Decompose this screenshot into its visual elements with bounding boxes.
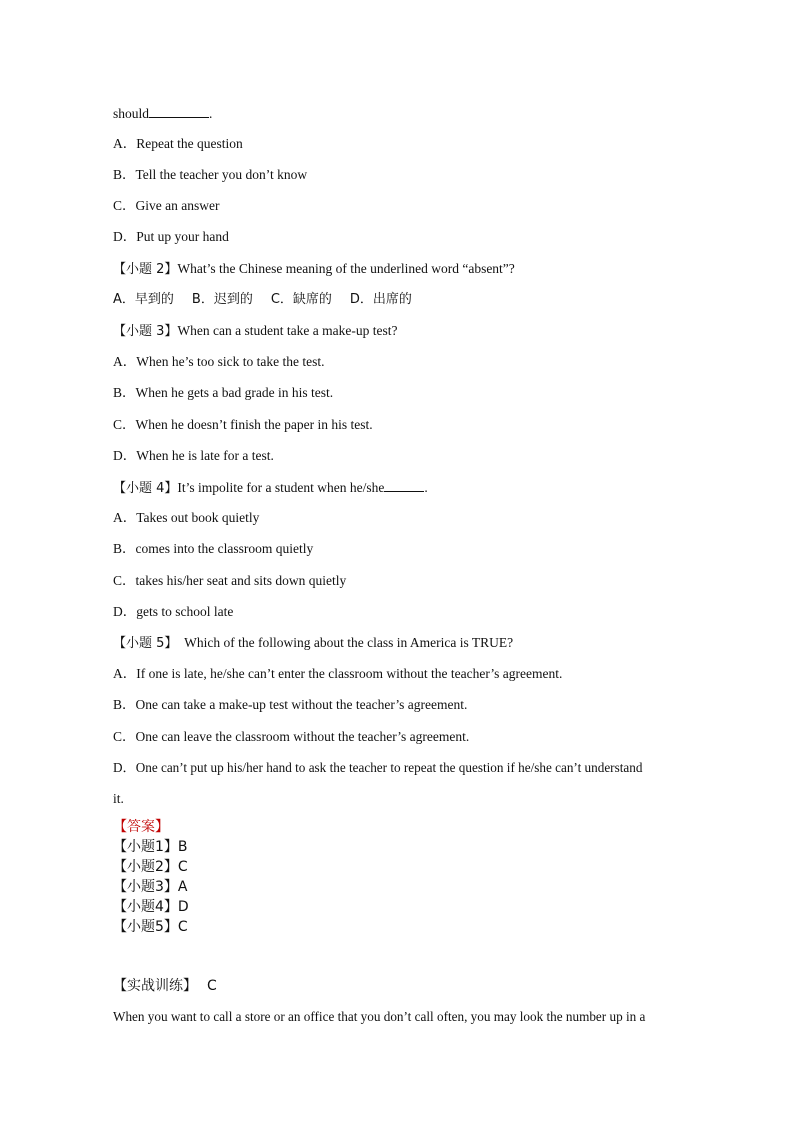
answer-item-3: 【小题3】A [113,879,188,895]
q4-option-a: A．Takes out book quietly [113,510,260,525]
answer-heading: 【答案】 [113,819,169,835]
q1-stem-text: should [113,106,150,121]
answer-item-4: 【小题4】D [113,899,189,915]
practice-heading [113,978,217,994]
q5-text: Which of the following about the class in America is TRUE? [177,635,514,650]
q2-option-d: D．出席的 [349,292,412,307]
answer-item-1: 【小题1】B [113,839,188,855]
q1-option-b: B．Tell the teacher you don’t know [113,167,308,182]
q1-stem-tail [113,105,212,122]
practice-answer: C [207,978,217,994]
q3-option-b: B．When he gets a bad grade in his test. [113,385,334,400]
q3-option-d: D．When he is late for a test. [113,448,274,463]
q5-option-b: B．One can take a make-up test without the teacher’s agreement. [113,697,468,712]
practice-label: 【实战训练】 [113,978,197,994]
q5-option-d: D．One can’t put up his/her hand to ask the teacher to repeat the question if he/she can’t understand [113,760,643,775]
q2-option-c: C．缺席的 [270,292,332,307]
q5-label: 【小题 5】 [113,636,178,651]
q4-stem [113,479,428,497]
q2-label: 【小题 2】 [113,262,178,277]
q5-option-d-continued: it. [113,791,124,806]
q4-label: 【小题 4】 [113,481,178,496]
q1-option-a: A．Repeat the question [113,136,243,151]
q2-option-a: A．早到的 [113,292,174,307]
practice-passage-line: When you want to call a store or an office that you don’t call often, you may look the number up in a [113,1009,646,1024]
q4-stem-end: . [424,480,428,495]
q4-option-c: C．takes his/her seat and sits down quietly [113,573,347,588]
q1-option-c: C．Give an answer [113,198,220,213]
q1-stem-end: . [209,106,213,121]
answer-blank [149,105,209,118]
answer-blank [384,479,424,492]
q2-options [113,292,430,308]
answer-item-2: 【小题2】C [113,859,188,875]
q2-stem [113,261,515,278]
q5-option-c: C．One can leave the classroom without the teacher’s agreement. [113,729,470,744]
q5-option-a: A．If one is late, he/she can’t enter the classroom without the teacher’s agreement. [113,666,563,681]
answer-item-5: 【小题5】C [113,919,188,935]
q1-option-d: D．Put up your hand [113,229,229,244]
q3-option-a: A．When he’s too sick to take the test. [113,354,325,369]
q2-text: What’s the Chinese meaning of the underlined word “absent”? [177,261,515,276]
q4-text: It’s impolite for a student when he/she [177,480,385,495]
q3-text: When can a student take a make-up test? [177,323,398,338]
q4-option-b: B．comes into the classroom quietly [113,541,314,556]
q5-stem [113,635,513,652]
q4-option-d: D．gets to school late [113,604,234,619]
q3-stem [113,323,397,340]
q3-label: 【小题 3】 [113,324,178,339]
q2-option-b: B．迟到的 [191,292,253,307]
q3-option-c: C．When he doesn’t finish the paper in his test. [113,417,373,432]
